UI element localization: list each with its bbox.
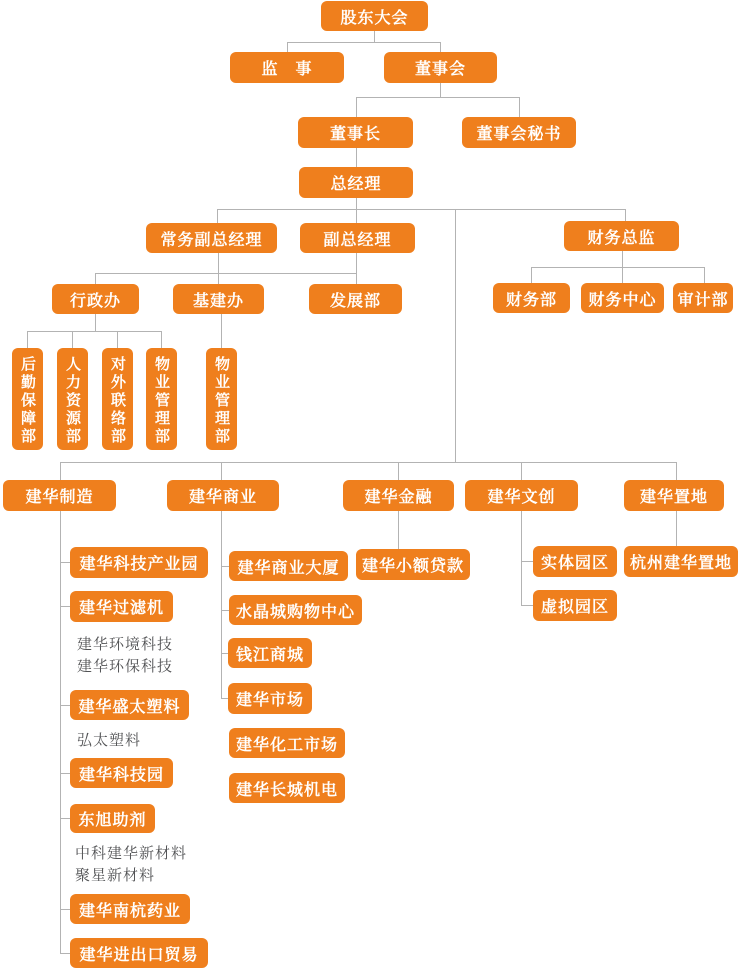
connector-line: [625, 209, 626, 221]
node-executive-deputy-gm: 常务副总经理: [146, 223, 277, 253]
node-jianhua-manufacturing: 建华制造: [3, 480, 116, 511]
connector-line: [521, 511, 522, 605]
node-jianhua-market: 建华市场: [228, 683, 312, 714]
node-admin-office: 行政办: [52, 284, 139, 314]
node-jianhua-commerce: 建华商业: [167, 480, 279, 511]
connector-line: [356, 148, 357, 167]
node-jianhua-microloan: 建华小额贷款: [356, 549, 470, 580]
connector-line: [531, 267, 704, 268]
connector-line: [95, 273, 96, 284]
connector-line: [60, 462, 61, 480]
node-general-manager: 总经理: [299, 167, 413, 198]
connector-line: [95, 314, 96, 331]
node-shareholders-meeting: 股东大会: [321, 1, 428, 31]
connector-line: [60, 909, 70, 910]
connector-line: [704, 267, 705, 283]
node-qianjiang-mall: 钱江商城: [228, 638, 312, 668]
node-property-mgmt-dept-2: 物业管理部: [206, 348, 237, 450]
node-jianhua-shengtai-plastics: 建华盛太塑料: [70, 690, 189, 720]
node-jianhua-finance: 建华金融: [343, 480, 454, 511]
connector-line: [27, 331, 28, 348]
connector-line: [27, 331, 162, 332]
node-jianhua-import-export: 建华进出口贸易: [70, 938, 208, 968]
connector-line: [356, 198, 357, 209]
node-board-secretary: 董事会秘书: [462, 117, 576, 148]
node-hr-dept: 人力资源部: [57, 348, 88, 450]
node-jianhua-tech-park: 建华科技园: [70, 758, 173, 788]
node-board-of-directors: 董事会: [384, 52, 497, 83]
node-jianhua-chemical-market: 建华化工市场: [229, 728, 345, 758]
connector-line: [676, 511, 677, 546]
node-physical-park: 实体园区: [533, 546, 617, 577]
connector-line: [60, 511, 61, 953]
connector-line: [521, 462, 522, 480]
connector-line: [221, 566, 229, 567]
connector-line: [676, 462, 677, 480]
node-juxing-new-materials: 聚星新材料: [75, 866, 156, 884]
node-finance-director: 财务总监: [564, 221, 679, 251]
node-jianhua-tech-industrial-park: 建华科技产业园: [70, 547, 208, 578]
connector-line: [398, 462, 399, 480]
node-jianhua-nanhang-pharma: 建华南杭药业: [70, 894, 190, 924]
connector-line: [356, 97, 357, 117]
connector-line: [221, 511, 222, 698]
connector-line: [60, 705, 70, 706]
connector-line: [287, 42, 441, 43]
node-supervisors: 监 事: [230, 52, 344, 83]
node-finance-dept: 财务部: [493, 283, 570, 313]
connector-line: [455, 209, 456, 462]
connector-line: [374, 31, 375, 42]
node-hongtai-plastics: 弘太塑料: [77, 731, 142, 749]
node-jianhua-greatwall-machinery: 建华长城机电: [229, 773, 345, 803]
node-audit-dept: 审计部: [673, 283, 733, 313]
connector-line: [398, 511, 399, 549]
connector-line: [356, 209, 357, 223]
connector-line: [521, 605, 533, 606]
node-chairman: 董事长: [298, 117, 413, 148]
node-finance-center: 财务中心: [581, 283, 664, 313]
connector-line: [218, 253, 219, 284]
node-infrastructure-office: 基建办: [173, 284, 264, 314]
connector-line: [221, 314, 222, 348]
connector-line: [221, 610, 229, 611]
node-deputy-gm: 副总经理: [300, 223, 415, 253]
node-development-dept: 发展部: [309, 284, 402, 314]
connector-line: [519, 97, 520, 117]
connector-line: [440, 83, 441, 97]
node-zhongke-jianhua-new-materials: 中科建华新材料: [75, 844, 188, 862]
node-jianhua-filter: 建华过滤机: [70, 591, 173, 622]
connector-line: [72, 331, 73, 348]
connector-line: [60, 462, 676, 463]
connector-line: [60, 773, 70, 774]
connector-line: [356, 253, 357, 284]
connector-line: [60, 606, 70, 607]
node-jianhua-cultural: 建华文创: [465, 480, 578, 511]
node-virtual-park: 虚拟园区: [533, 590, 617, 621]
connector-line: [217, 209, 625, 210]
connector-line: [60, 953, 70, 954]
connector-line: [60, 818, 70, 819]
connector-line: [117, 331, 118, 348]
node-hangzhou-jianhua-real-estate: 杭州建华置地: [624, 546, 738, 577]
node-jianhua-commerce-tower: 建华商业大厦: [229, 551, 348, 581]
connector-line: [217, 209, 218, 223]
connector-line: [521, 561, 533, 562]
node-jianhua-env-tech: 建华环境科技: [77, 635, 174, 653]
connector-line: [161, 331, 162, 348]
connector-line: [356, 97, 519, 98]
connector-line: [440, 42, 441, 52]
node-logistics-support-dept: 后勤保障部: [12, 348, 43, 450]
connector-line: [531, 267, 532, 283]
node-jianhua-real-estate: 建华置地: [624, 480, 724, 511]
connector-line: [221, 698, 228, 699]
connector-line: [95, 273, 356, 274]
node-property-mgmt-dept-1: 物业管理部: [146, 348, 177, 450]
connector-line: [221, 462, 222, 480]
connector-line: [287, 42, 288, 52]
connector-line: [221, 653, 228, 654]
connector-line: [60, 562, 70, 563]
node-crystal-city-mall: 水晶城购物中心: [229, 595, 362, 625]
node-external-liaison-dept: 对外联络部: [102, 348, 133, 450]
node-dongxu-auxiliary: 东旭助剂: [70, 804, 155, 833]
node-jianhua-env-protection: 建华环保科技: [77, 657, 174, 675]
